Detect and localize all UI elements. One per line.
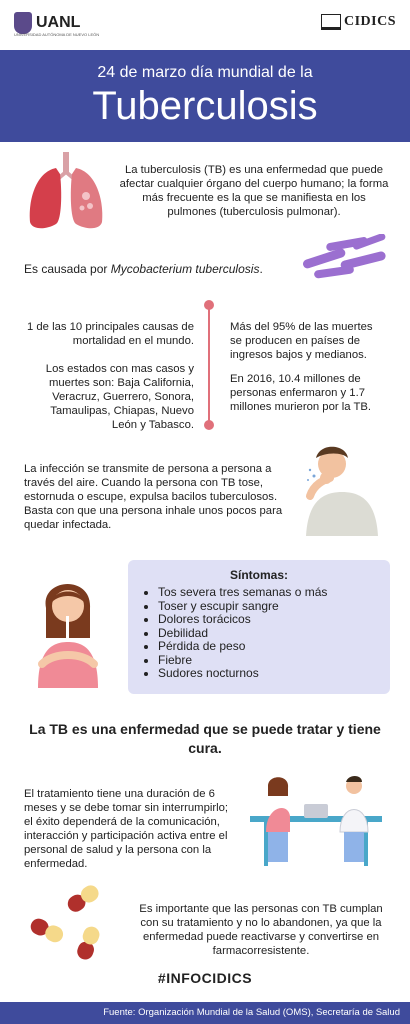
- uanl-crest-icon: [14, 12, 32, 34]
- cause-text: [24, 262, 284, 276]
- sick-woman-icon: [32, 568, 104, 688]
- uanl-logo-subtext: UNIVERSIDAD AUTÓNOMA DE NUEVO LEÓN: [14, 32, 100, 37]
- symptoms-list: [142, 586, 327, 681]
- intro-text: La tuberculosis (TB) es una enfermedad que puede afectar cualquier órgano del cuerpo humano; la forma más frecuente es la que se manifiesta en los pulmones (tuberculosis pulmonar).: [119, 164, 389, 218]
- fact-right-1: Más del 95% de las muertes se producen en países de ingresos bajos y medianos.: [230, 321, 373, 361]
- cidics-logo-text: CIDICS: [343, 14, 396, 29]
- timeline-line: [208, 306, 210, 426]
- doctor-consultation-icon: [244, 772, 390, 868]
- timeline-dot-bottom: [204, 420, 214, 430]
- symptom-item: • Fiebre: [158, 654, 327, 668]
- fact-left-1: 1 de las 10 principales causas de mortalidad en el mundo.: [26, 321, 194, 347]
- uanl-logo: [14, 12, 100, 37]
- symptom-item: • Toser y escupir sangre: [158, 600, 327, 614]
- symptom-item: • Debilidad: [158, 627, 327, 641]
- symptom-item: • Tos severa tres semanas o más: [158, 586, 327, 600]
- source-text: Fuente: Organización Mundial de la Salud (OMS), Secretaría de Salud: [103, 1007, 400, 1018]
- bacteria-icon: [300, 234, 390, 282]
- transmission-text: La infección se transmite de persona a persona a través del aire. Cuando la persona con TB tose, estornuda o escupe, expulsa bacilos tuberculosos. Basta con que una persona inhale unos pocos para quedar infectada.: [24, 463, 283, 531]
- treatment-text: El tratamiento tiene una duración de 6 meses y se debe tomar sin interrumpirlo; el éxito dependerá de la comunicación, interacción y participación activa entre el personal de salud y la persona con la enfermedad.: [24, 788, 229, 870]
- adherence-text: Es importante que las personas con TB cumplan con su tratamiento y no lo abandonen, ya que la enfermedad puede reactivarse y convertirse en farmacorresistente.: [139, 903, 383, 957]
- cause-suffix: .: [259, 262, 263, 276]
- cause-prefix: Es causada por: [24, 262, 111, 276]
- hashtag: #INFOCIDICS: [157, 970, 253, 986]
- banner-subtitle: 24 de marzo día mundial de la: [97, 64, 313, 81]
- treatable-headline: La TB es una enfermedad que se puede tratar y tiene cura.: [29, 721, 381, 756]
- symptoms-title: Síntomas:: [229, 568, 288, 582]
- building-icon: [321, 14, 341, 30]
- symptoms-box: [128, 560, 390, 694]
- banner-title: Tuberculosis: [92, 84, 318, 128]
- lungs-icon: [26, 150, 106, 232]
- symptom-item: • Sudores nocturnos: [158, 667, 327, 681]
- symptom-item: • Dolores torácicos: [158, 613, 327, 627]
- fact-right-2: En 2016, 10.4 millones de personas enfermaron y 1.7 millones murieron por la TB.: [230, 373, 372, 413]
- uanl-logo-text: UANL: [36, 14, 81, 31]
- symptom-item: • Pérdida de peso: [158, 640, 327, 654]
- timeline-dot-top: [204, 300, 214, 310]
- organism-name: Mycobacterium tuberculosis: [110, 262, 260, 276]
- capsules-icon: [26, 880, 116, 966]
- coughing-man-icon: [296, 440, 386, 536]
- footer-bar: [0, 1002, 410, 1024]
- cidics-logo: [321, 14, 396, 30]
- fact-left-2: Los estados con mas casos y muertes son: Baja California, Veracruz, Guerrero, Sonora, Tamaulipas, Chiapas, Nuevo León y Tabasco.: [45, 363, 194, 431]
- title-banner: [0, 50, 410, 142]
